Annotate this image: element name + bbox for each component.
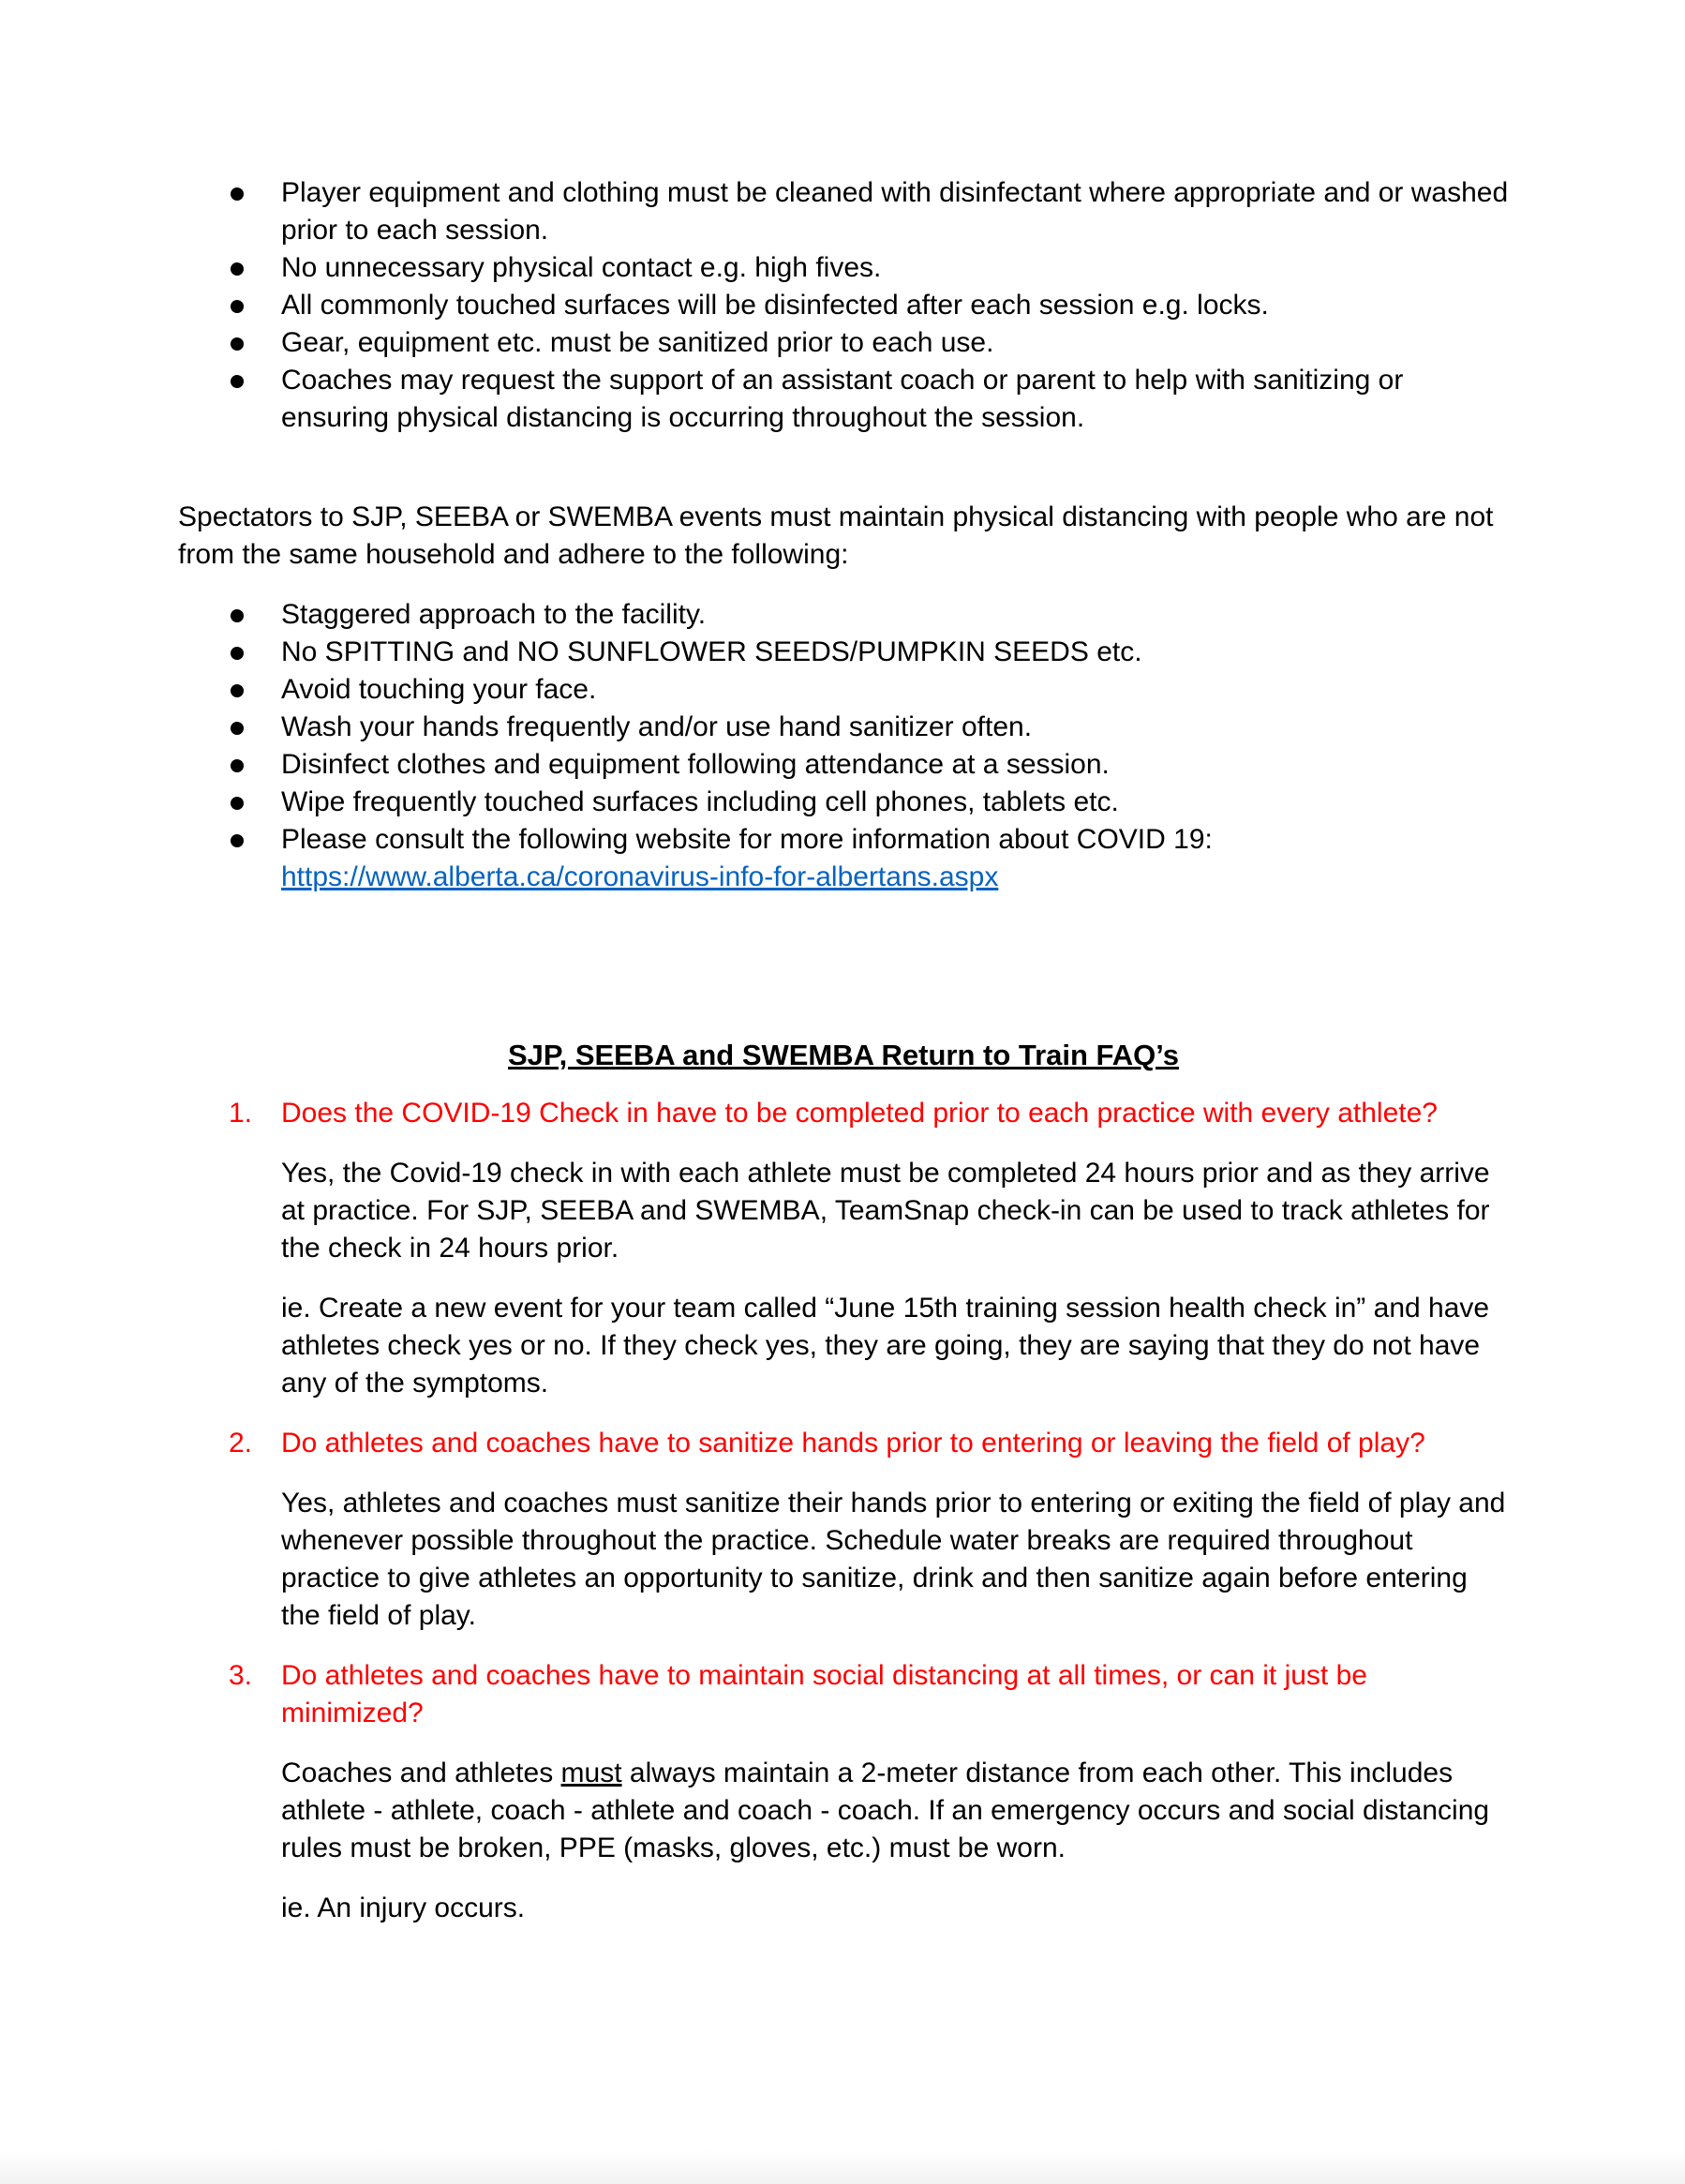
bullet-icon (231, 375, 244, 388)
faq-question-1: 1. Does the COVID-19 Check in have to be completed prior to each practice with every athlete? (229, 1098, 1438, 1129)
list-item: Avoid touching your face. (178, 671, 1509, 709)
bullet-icon (231, 684, 244, 697)
spectator-bullet-list (178, 596, 1509, 896)
faq-question-3: 3. Do athletes and coaches have to maintain social distancing at all times, or can it just be minimized? (229, 1660, 1367, 1728)
bullet-icon (231, 337, 244, 351)
faq-answer-1: Yes, the Covid-19 check in with each athlete must be completed 24 hours prior and as they arrive at practice. For SJP, SEEBA and SWEMBA, TeamSnap check-in can be used to track athletes for the check in 24 hours prior. (281, 1158, 1490, 1264)
bullet-icon (231, 187, 244, 201)
bullet-icon (231, 834, 244, 847)
list-item: Gear, equipment etc. must be sanitized prior to each use. (178, 324, 1509, 362)
list-item: Wipe frequently touched surfaces including cell phones, tablets etc. (178, 784, 1509, 821)
faq-answer-3: Coaches and athletes must always maintain a 2-meter distance from each other. This includes athlete - athlete, coach - athlete and coach - coach. If an emergency occurs and social distancing rules must be broken, PPE (masks, gloves, etc.) must be worn. (281, 1758, 1490, 1863)
document-body (178, 174, 1509, 1927)
faq-question-2: 2. Do athletes and coaches have to sanitize hands prior to entering or leaving the field of play? (229, 1428, 1425, 1458)
bullet-icon (231, 722, 244, 735)
bullet-icon (231, 262, 244, 276)
page-bottom-shadow (0, 2150, 1685, 2184)
must-emphasis: must (560, 1758, 622, 1788)
alberta-covid-info-link[interactable]: https://www.alberta.ca/coronavirus-info-for-albertans.aspx (281, 861, 999, 892)
list-item: Coaches may request the support of an assistant coach or parent to help with sanitizing or ensuring physical distancing is occurring throughout the session. (178, 362, 1509, 437)
list-item: Please consult the following website for more information about COVID 19: https://www.alberta.ca/coronavirus-info-for-albertans.aspx (178, 821, 1509, 896)
faq-answer-1-example: ie. Create a new event for your team called “June 15th training session health check in” and have athletes check yes or no. If they check yes, they are going, they are saying that they do not have any of the symptoms. (281, 1293, 1490, 1399)
spectators-intro: Spectators to SJP, SEEBA or SWEMBA events must maintain physical distancing with people who are not from the same household and adhere to the following: (178, 501, 1494, 570)
list-item: No unnecessary physical contact e.g. high fives. (178, 249, 1509, 287)
faq-answer-3-example: ie. An injury occurs. (281, 1892, 526, 1923)
list-item: No SPITTING and NO SUNFLOWER SEEDS/PUMPKIN SEEDS etc. (178, 634, 1509, 671)
bullet-icon (231, 759, 244, 772)
equipment-bullet-list (178, 174, 1509, 437)
list-item: Player equipment and clothing must be cleaned with disinfectant where appropriate and or washed prior to each session. (178, 174, 1509, 249)
list-item: All commonly touched surfaces will be disinfected after each session e.g. locks. (178, 287, 1509, 324)
bullet-icon (231, 300, 244, 313)
list-item: Staggered approach to the facility. (178, 596, 1509, 634)
bullet-icon (231, 797, 244, 810)
list-item: Disinfect clothes and equipment following attendance at a session. (178, 746, 1509, 784)
faq-title: SJP, SEEBA and SWEMBA Return to Train FAQ’s (508, 1039, 1179, 1071)
bullet-icon (231, 609, 244, 622)
bullet-icon (231, 647, 244, 660)
faq-answer-2: Yes, athletes and coaches must sanitize their hands prior to entering or exiting the field of play and whenever possible throughout the practice. Schedule water breaks are required throughout practice to give athletes an opportunity to sanitize, drink and then sanitize again before entering the field of play. (281, 1488, 1506, 1631)
list-item: Wash your hands frequently and/or use hand sanitizer often. (178, 709, 1509, 746)
